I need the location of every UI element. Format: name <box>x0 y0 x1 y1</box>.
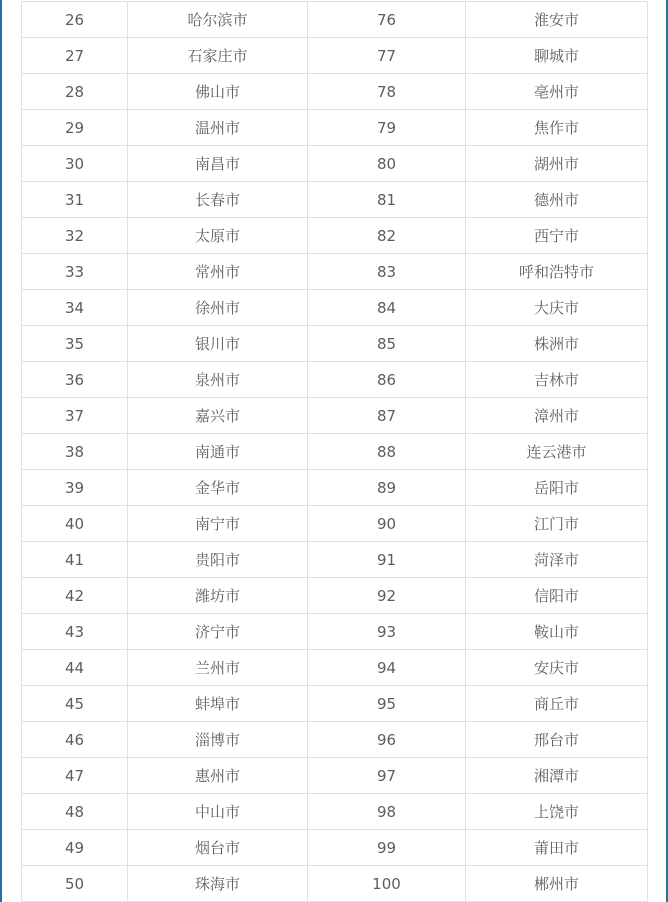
rank-cell-right: 79 <box>308 110 466 146</box>
rank-cell-left: 45 <box>22 686 128 722</box>
city-cell-right: 莆田市 <box>466 830 648 866</box>
rank-cell-left: 49 <box>22 830 128 866</box>
city-cell-right: 连云港市 <box>466 434 648 470</box>
city-cell-left: 烟台市 <box>128 830 308 866</box>
table-row <box>22 398 648 434</box>
table-row <box>22 182 648 218</box>
city-cell-right: 吉林市 <box>466 362 648 398</box>
rank-cell-right: 99 <box>308 830 466 866</box>
table-row <box>22 290 648 326</box>
city-cell-left: 淄博市 <box>128 722 308 758</box>
rank-cell-right: 98 <box>308 794 466 830</box>
city-cell-right: 焦作市 <box>466 110 648 146</box>
city-cell-left: 太原市 <box>128 218 308 254</box>
rank-cell-left: 39 <box>22 470 128 506</box>
rank-cell-right: 76 <box>308 2 466 38</box>
city-cell-left: 珠海市 <box>128 866 308 902</box>
city-cell-left: 南宁市 <box>128 506 308 542</box>
city-cell-left: 徐州市 <box>128 290 308 326</box>
city-cell-right: 湘潭市 <box>466 758 648 794</box>
rank-cell-left: 35 <box>22 326 128 362</box>
city-cell-left: 泉州市 <box>128 362 308 398</box>
table-row <box>22 74 648 110</box>
rank-cell-left: 38 <box>22 434 128 470</box>
left-frame-border <box>0 0 2 902</box>
city-cell-left: 惠州市 <box>128 758 308 794</box>
rank-cell-left: 47 <box>22 758 128 794</box>
table-row <box>22 254 648 290</box>
city-cell-right: 株洲市 <box>466 326 648 362</box>
rank-cell-left: 33 <box>22 254 128 290</box>
rank-cell-left: 37 <box>22 398 128 434</box>
rank-cell-left: 42 <box>22 578 128 614</box>
city-cell-left: 潍坊市 <box>128 578 308 614</box>
city-cell-left: 兰州市 <box>128 650 308 686</box>
city-cell-left: 长春市 <box>128 182 308 218</box>
rank-cell-left: 40 <box>22 506 128 542</box>
rank-cell-right: 77 <box>308 38 466 74</box>
rank-cell-left: 34 <box>22 290 128 326</box>
table-row <box>22 362 648 398</box>
city-cell-right: 呼和浩特市 <box>466 254 648 290</box>
city-cell-left: 金华市 <box>128 470 308 506</box>
table-row <box>22 326 648 362</box>
table-row <box>22 578 648 614</box>
rank-cell-left: 31 <box>22 182 128 218</box>
table-row <box>22 38 648 74</box>
rank-cell-right: 95 <box>308 686 466 722</box>
rank-cell-left: 27 <box>22 38 128 74</box>
table-row <box>22 794 648 830</box>
city-cell-right: 菏泽市 <box>466 542 648 578</box>
rank-cell-right: 96 <box>308 722 466 758</box>
table-row <box>22 686 648 722</box>
city-cell-right: 亳州市 <box>466 74 648 110</box>
city-cell-left: 常州市 <box>128 254 308 290</box>
rank-cell-right: 86 <box>308 362 466 398</box>
city-cell-right: 岳阳市 <box>466 470 648 506</box>
table-body <box>22 2 648 902</box>
rank-cell-right: 88 <box>308 434 466 470</box>
city-cell-right: 郴州市 <box>466 866 648 902</box>
rank-cell-right: 82 <box>308 218 466 254</box>
city-cell-left: 南昌市 <box>128 146 308 182</box>
rank-cell-right: 89 <box>308 470 466 506</box>
city-cell-right: 西宁市 <box>466 218 648 254</box>
city-cell-right: 大庆市 <box>466 290 648 326</box>
rank-cell-right: 90 <box>308 506 466 542</box>
rank-cell-right: 87 <box>308 398 466 434</box>
rank-cell-right: 100 <box>308 866 466 902</box>
rank-cell-right: 81 <box>308 182 466 218</box>
table-row <box>22 614 648 650</box>
rank-cell-right: 84 <box>308 290 466 326</box>
rank-cell-right: 80 <box>308 146 466 182</box>
rank-cell-right: 83 <box>308 254 466 290</box>
rank-cell-left: 26 <box>22 2 128 38</box>
city-cell-left: 嘉兴市 <box>128 398 308 434</box>
city-cell-left: 蚌埠市 <box>128 686 308 722</box>
table-row <box>22 146 648 182</box>
table-row <box>22 650 648 686</box>
rank-cell-right: 85 <box>308 326 466 362</box>
rank-cell-left: 43 <box>22 614 128 650</box>
table-row <box>22 866 648 902</box>
city-cell-left: 贵阳市 <box>128 542 308 578</box>
table-row <box>22 434 648 470</box>
city-cell-left: 佛山市 <box>128 74 308 110</box>
city-cell-left: 银川市 <box>128 326 308 362</box>
table-row <box>22 218 648 254</box>
city-cell-right: 信阳市 <box>466 578 648 614</box>
city-cell-right: 安庆市 <box>466 650 648 686</box>
city-cell-left: 济宁市 <box>128 614 308 650</box>
table-row <box>22 110 648 146</box>
table-row <box>22 722 648 758</box>
city-cell-right: 上饶市 <box>466 794 648 830</box>
table-row <box>22 2 648 38</box>
city-cell-right: 漳州市 <box>466 398 648 434</box>
city-cell-left: 哈尔滨市 <box>128 2 308 38</box>
table-row <box>22 830 648 866</box>
rank-cell-right: 91 <box>308 542 466 578</box>
rank-cell-left: 46 <box>22 722 128 758</box>
city-cell-right: 德州市 <box>466 182 648 218</box>
city-cell-left: 中山市 <box>128 794 308 830</box>
rank-cell-left: 48 <box>22 794 128 830</box>
city-cell-right: 江门市 <box>466 506 648 542</box>
rank-cell-right: 78 <box>308 74 466 110</box>
rank-cell-right: 97 <box>308 758 466 794</box>
city-cell-right: 鞍山市 <box>466 614 648 650</box>
rank-cell-left: 44 <box>22 650 128 686</box>
city-cell-left: 石家庄市 <box>128 38 308 74</box>
rank-cell-left: 41 <box>22 542 128 578</box>
city-ranking-table <box>21 1 648 902</box>
table-row <box>22 758 648 794</box>
city-cell-left: 南通市 <box>128 434 308 470</box>
rank-cell-left: 28 <box>22 74 128 110</box>
rank-cell-right: 92 <box>308 578 466 614</box>
rank-cell-left: 30 <box>22 146 128 182</box>
rank-cell-left: 36 <box>22 362 128 398</box>
rank-cell-left: 29 <box>22 110 128 146</box>
city-cell-left: 温州市 <box>128 110 308 146</box>
rank-cell-left: 50 <box>22 866 128 902</box>
city-cell-right: 聊城市 <box>466 38 648 74</box>
table-row <box>22 542 648 578</box>
city-cell-right: 湖州市 <box>466 146 648 182</box>
rank-cell-right: 94 <box>308 650 466 686</box>
city-cell-right: 邢台市 <box>466 722 648 758</box>
table-row <box>22 470 648 506</box>
rank-cell-right: 93 <box>308 614 466 650</box>
table-row <box>22 506 648 542</box>
city-cell-right: 淮安市 <box>466 2 648 38</box>
rank-cell-left: 32 <box>22 218 128 254</box>
city-cell-right: 商丘市 <box>466 686 648 722</box>
